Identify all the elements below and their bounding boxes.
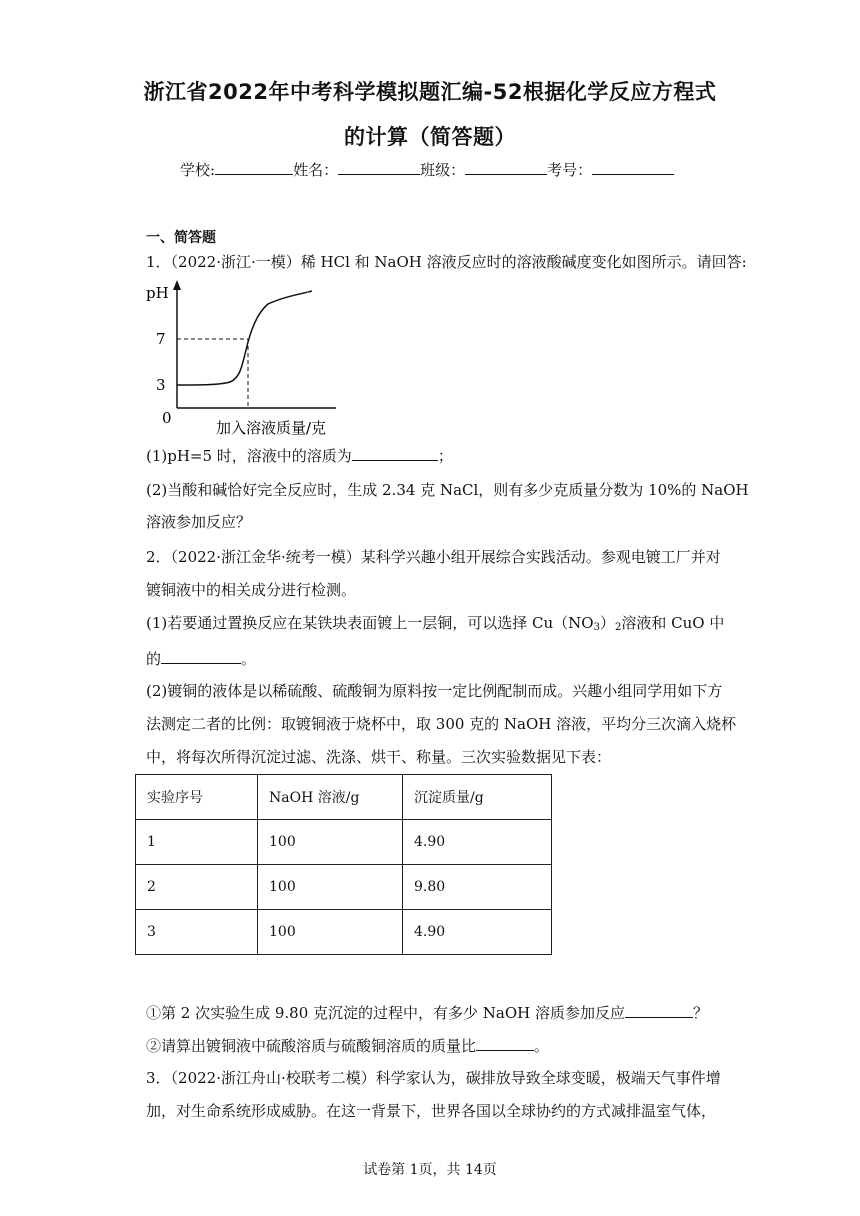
- q1-part1-blank[interactable]: [352, 444, 438, 461]
- class-label: 班级：: [420, 161, 466, 179]
- y-axis-label: pH: [146, 284, 169, 302]
- q1-part2-line1: (2)当酸和碱恰好完全反应时，生成 2.34 克 NaCl，则有多少克质量分数为 10%的 NaOH: [146, 481, 749, 499]
- table-row: [136, 910, 552, 955]
- table-cell: 100: [258, 820, 403, 865]
- section-heading: 一、简答题: [146, 230, 216, 246]
- info-line: [180, 158, 674, 180]
- page-title-line2: 的计算（简答题）: [344, 125, 516, 149]
- table-cell: 3: [136, 910, 258, 955]
- q2-part1-line2-suffix: 。: [241, 650, 257, 668]
- table-header-row: [136, 775, 552, 820]
- experiment-table: [135, 774, 552, 955]
- q2-part2-line2: 法测定二者的比例：取镀铜液于烧杯中，取 300 克的 NaOH 溶液，平均分三次滴入烧杯: [146, 715, 737, 733]
- name-blank[interactable]: [338, 158, 420, 175]
- q2-part2-line1: (2)镀铜的液体是以稀硫酸、硫酸铜为原料按一定比例配制而成。兴趣小组同学用如下方: [146, 682, 723, 700]
- ph-curve: [177, 291, 312, 385]
- q1-part1-suffix: ；: [437, 447, 453, 465]
- table-header-cell: 实验序号: [136, 775, 258, 820]
- school-blank[interactable]: [215, 158, 293, 175]
- page-footer: 试卷第 1页，共 14页: [363, 1162, 497, 1178]
- q3-line2: 加，对生命系统形成威胁。在这一背景下，世界各国以全球协约的方式减排温室气体，: [146, 1102, 717, 1120]
- q2-part1-sub2: 2: [614, 622, 622, 633]
- q2-sub1-blank[interactable]: [625, 1001, 693, 1018]
- q1-part2-line2: 溶液参加反应？: [146, 513, 252, 531]
- q2-sub2: [146, 1034, 549, 1056]
- exam-no-blank[interactable]: [592, 158, 674, 175]
- table-row: [136, 865, 552, 910]
- q1-part1-text: (1)pH=5 时，溶液中的溶质为: [146, 447, 352, 465]
- name-label: 姓名：: [293, 161, 339, 179]
- y-tick-3: 3: [156, 376, 166, 394]
- q2-sub1: [146, 1001, 708, 1023]
- q1-part1: [146, 444, 453, 466]
- q2-part1-text-a: (1)若要通过置换反应在某铁块表面镀上一层铜，可以选择 Cu（NO: [146, 614, 594, 632]
- class-blank[interactable]: [465, 158, 547, 175]
- table-cell: 100: [258, 910, 403, 955]
- q1-stem: 1．（2022·浙江·一模）稀 HCl 和 NaOH 溶液反应时的溶液酸碱度变化如图所示。请回答:: [146, 253, 747, 271]
- q2-stem-line1: 2．（2022·浙江金华·统考一模）某科学兴趣小组开展综合实践活动。参观电镀工厂并对: [146, 548, 721, 566]
- q2-sub2-suffix: 。: [534, 1037, 550, 1055]
- ph-chart: [140, 278, 350, 438]
- y-axis-arrow: [173, 280, 181, 290]
- q2-sub2-blank[interactable]: [476, 1034, 534, 1051]
- table-cell: 1: [136, 820, 258, 865]
- q2-stem-line2: 镀铜液中的相关成分进行检测。: [146, 581, 357, 599]
- q2-part1-line2: [146, 647, 256, 669]
- table-cell: 4.90: [403, 820, 552, 865]
- q2-part1-text-b: ）: [599, 614, 615, 632]
- q2-sub1-suffix: ？: [693, 1004, 709, 1022]
- y-tick-7: 7: [156, 330, 166, 348]
- origin-label: 0: [162, 409, 172, 427]
- q2-part2-line3: 中，将每次所得沉淀过滤、洗涤、烘干、称量。三次实验数据见下表：: [146, 748, 612, 766]
- q2-part1-line2-prefix: 的: [146, 650, 162, 668]
- table-cell: 9.80: [403, 865, 552, 910]
- exam-no-label: 考号：: [547, 161, 593, 179]
- school-label: 学校:: [180, 161, 216, 179]
- table-cell: 4.90: [403, 910, 552, 955]
- q2-sub1-text: ①第 2 次实验生成 9.80 克沉淀的过程中，有多少 NaOH 溶质参加反应: [146, 1004, 625, 1022]
- page-title: 浙江省2022年中考科学模拟题汇编-52根据化学反应方程式: [143, 80, 717, 104]
- table-cell: 2: [136, 865, 258, 910]
- table-row: [136, 820, 552, 865]
- q2-part1-blank[interactable]: [161, 647, 241, 664]
- q3-line1: 3．（2022·浙江舟山·校联考二模）科学家认为，碳排放导致全球变暖，极端天气事件增: [146, 1069, 721, 1087]
- q2-part1-line1: [146, 613, 724, 638]
- table-header-cell: NaOH 溶液/g: [258, 775, 403, 820]
- q2-sub2-text: ②请算出镀铜液中硫酸溶质与硫酸铜溶质的质量比: [146, 1037, 477, 1055]
- table-header-cell: 沉淀质量/g: [403, 775, 552, 820]
- x-axis-label: 加入溶液质量/克: [216, 419, 327, 437]
- q2-part1-sub3: 3: [593, 622, 600, 633]
- table-cell: 100: [258, 865, 403, 910]
- q2-part1-text-c: 溶液和 CuO 中: [621, 614, 725, 632]
